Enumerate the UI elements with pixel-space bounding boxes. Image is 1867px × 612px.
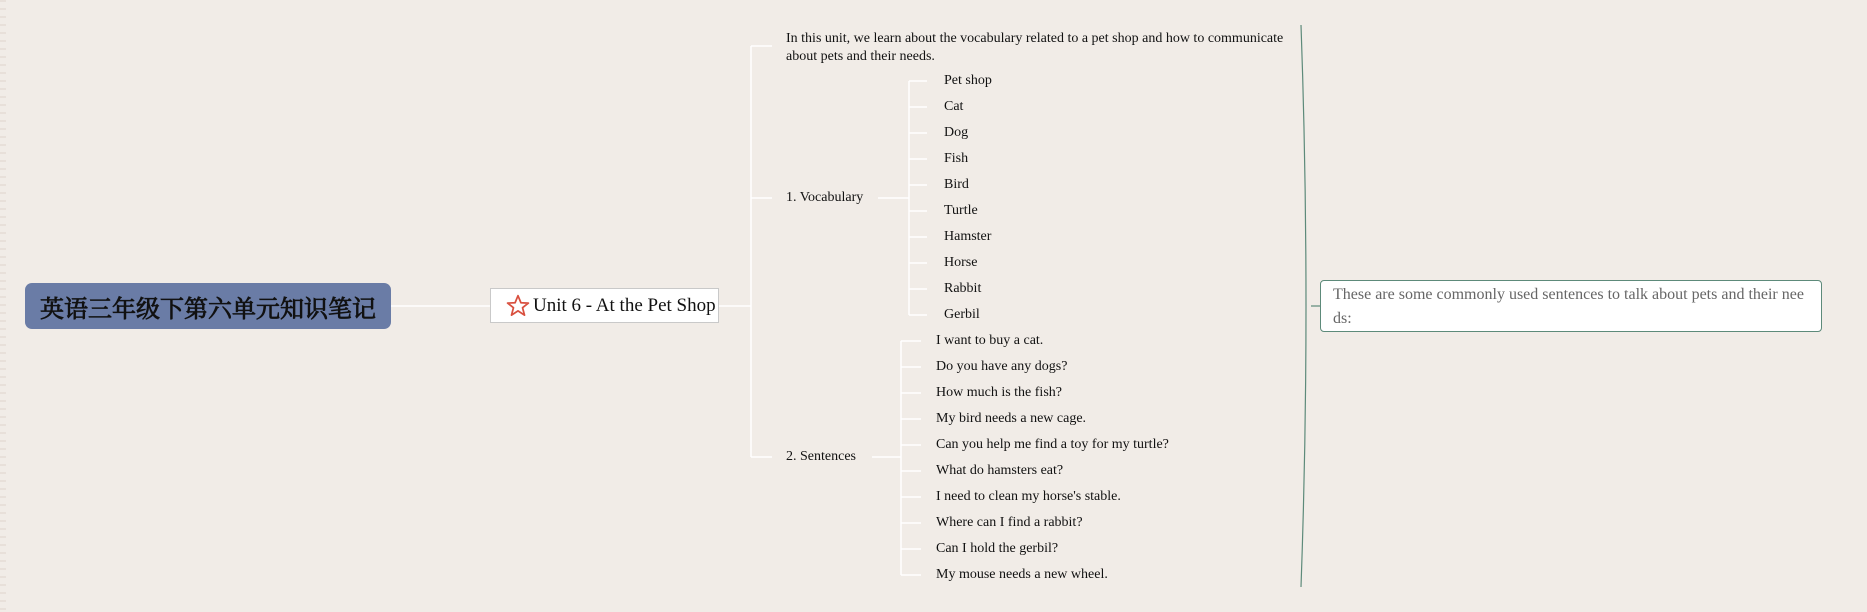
- vocabulary-item[interactable]: [944, 254, 977, 272]
- sentences-item[interactable]: [936, 488, 1121, 506]
- vocabulary-item-text: Bird: [944, 177, 969, 192]
- vocabulary-item[interactable]: [944, 150, 968, 168]
- vocabulary-item[interactable]: [944, 72, 992, 90]
- unit-topic[interactable]: [490, 288, 719, 323]
- vocabulary-item[interactable]: [944, 228, 991, 246]
- intro-text: In this unit, we learn about the vocabulary related to a pet shop and how to communicate about pets and their needs.: [786, 31, 1284, 64]
- sentences-item-text: Can I hold the gerbil?: [936, 541, 1059, 556]
- vocabulary-item-text: Turtle: [944, 203, 978, 218]
- callout-text: These are some commonly used sentences to talk about pets and their needs:: [1333, 286, 1804, 327]
- vocabulary-item[interactable]: [944, 280, 981, 298]
- sentences-item-text: Can you help me find a toy for my turtle?: [936, 437, 1169, 452]
- root-topic[interactable]: [25, 283, 391, 329]
- sentences-item[interactable]: [936, 384, 1062, 402]
- intro-topic[interactable]: [786, 30, 1306, 64]
- vocabulary-item[interactable]: [944, 202, 978, 220]
- sentences-item-text: My bird needs a new cage.: [936, 411, 1087, 426]
- summary-callout[interactable]: [1320, 280, 1822, 332]
- vocabulary-label: 1. Vocabulary: [786, 190, 864, 205]
- sentences-item-text: Where can I find a rabbit?: [936, 515, 1083, 530]
- sentences-topic[interactable]: [786, 448, 856, 466]
- vocabulary-topic[interactable]: [786, 189, 863, 207]
- sentences-item-text: Do you have any dogs?: [936, 359, 1068, 374]
- vocabulary-item-text: Hamster: [944, 229, 992, 244]
- sentences-item[interactable]: [936, 540, 1058, 558]
- vocabulary-item[interactable]: [944, 176, 969, 194]
- vocabulary-item-text: Gerbil: [944, 307, 980, 322]
- vocabulary-item[interactable]: [944, 306, 980, 324]
- sentences-item-text: My mouse needs a new wheel.: [936, 567, 1108, 582]
- sentences-item-text: How much is the fish?: [936, 385, 1062, 400]
- vocabulary-item[interactable]: [944, 98, 963, 116]
- sentences-item[interactable]: [936, 566, 1108, 584]
- sentences-item[interactable]: [936, 410, 1086, 428]
- star-icon: [505, 293, 531, 319]
- sentences-label: 2. Sentences: [786, 449, 856, 464]
- sentences-item[interactable]: [936, 462, 1063, 480]
- vocabulary-item-text: Horse: [944, 255, 978, 270]
- vocabulary-item-text: Rabbit: [944, 281, 982, 296]
- sentences-item[interactable]: [936, 358, 1067, 376]
- vocabulary-item-text: Pet shop: [944, 73, 992, 88]
- vocabulary-item[interactable]: [944, 124, 968, 142]
- sentences-item[interactable]: [936, 514, 1083, 532]
- unit-title: Unit 6 - At the Pet Shop: [533, 294, 716, 316]
- vocabulary-item-text: Fish: [944, 151, 969, 166]
- vocabulary-item-text: Dog: [944, 125, 969, 140]
- sentences-item-text: What do hamsters eat?: [936, 463, 1064, 478]
- root-title: 英语三年级下第六单元知识笔记: [40, 294, 376, 323]
- sentences-item[interactable]: [936, 436, 1169, 454]
- vocabulary-item-text: Cat: [944, 99, 964, 114]
- sentences-item-text: I want to buy a cat.: [936, 333, 1044, 348]
- sentences-item[interactable]: [936, 332, 1043, 350]
- sentences-item-text: I need to clean my horse's stable.: [936, 489, 1121, 504]
